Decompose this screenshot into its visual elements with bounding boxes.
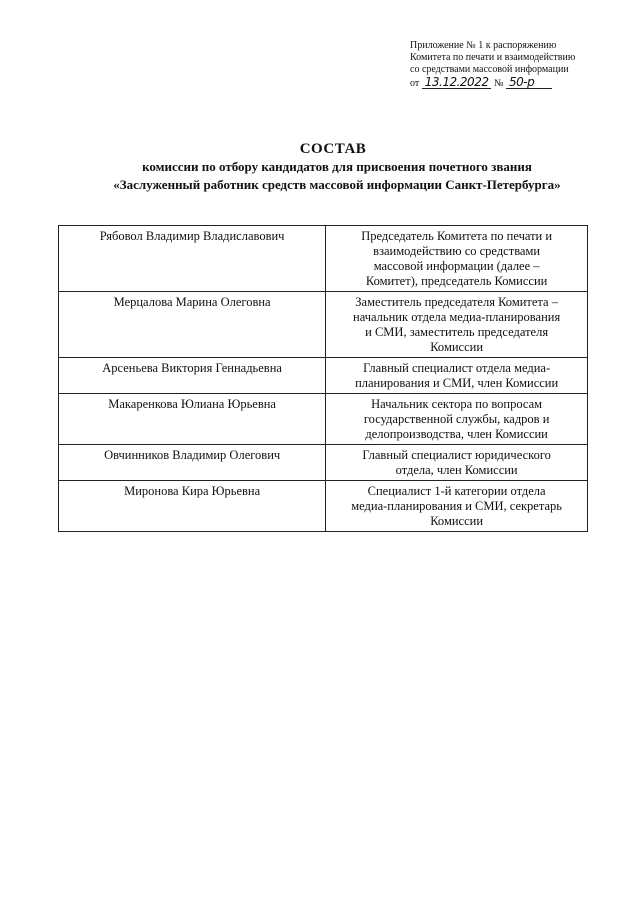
member-role-line: делопроизводства, член Комиссии <box>365 427 548 441</box>
appendix-line-1: Приложение № 1 к распоряжению <box>410 40 557 51</box>
appendix-line-3: со средствами массовой информации <box>410 64 569 75</box>
document-title-block <box>0 140 640 194</box>
appendix-date-line <box>410 77 610 90</box>
date-prefix: от <box>410 78 420 89</box>
member-role-line: Главный специалист отдела медиа- <box>363 361 551 375</box>
number-prefix: № <box>493 78 504 89</box>
table-row <box>59 226 588 292</box>
member-role <box>326 394 588 445</box>
member-role-line: Заместитель председателя Комитета – <box>355 295 558 309</box>
member-role-line: Комитет), председатель Комиссии <box>365 274 548 288</box>
member-name: Миронова Кира Юрьевна <box>59 481 326 532</box>
member-role-line: начальник отдела медиа-планирования <box>353 310 561 324</box>
member-role-line: взаимодействию со средствами <box>373 244 541 258</box>
member-role-line: Комиссии <box>430 340 484 354</box>
document-subtitle-1: комиссии по отбору кандидатов для присвоения почетного звания <box>142 159 532 174</box>
member-role-line: Главный специалист юридического <box>362 448 551 462</box>
member-name: Макаренкова Юлиана Юрьевна <box>59 394 326 445</box>
member-role-line: государственной службы, кадров и <box>363 412 550 426</box>
document-subtitle-2: «Заслуженный работник средств массовой информации Санкт-Петербурга» <box>113 177 561 192</box>
appendix-line-2: Комитета по печати и взаимодействию <box>410 52 576 63</box>
table-row <box>59 481 588 532</box>
handwritten-number: 50-р <box>506 77 552 89</box>
appendix-header <box>410 40 610 90</box>
member-role-line: Комиссии <box>430 514 484 528</box>
member-role <box>326 292 588 358</box>
table-row <box>59 358 588 394</box>
member-role-line: планирования и СМИ, член Комиссии <box>355 376 559 390</box>
member-role <box>326 226 588 292</box>
member-role <box>326 445 588 481</box>
member-name: Арсеньева Виктория Геннадьевна <box>59 358 326 394</box>
table-row <box>59 292 588 358</box>
member-role-line: медиа-планирования и СМИ, секретарь <box>351 499 562 513</box>
table-row <box>59 445 588 481</box>
member-role-line: Специалист 1-й категории отдела <box>367 484 546 498</box>
member-role-line: Начальник сектора по вопросам <box>371 397 543 411</box>
handwritten-date: 13.12.2022 <box>422 77 492 89</box>
member-name: Мерцалова Марина Олеговна <box>59 292 326 358</box>
member-role <box>326 481 588 532</box>
member-role-line: Председатель Комитета по печати и <box>361 229 553 243</box>
members-table-body <box>59 226 588 532</box>
member-role-line: отдела, член Комиссии <box>395 463 518 477</box>
table-row <box>59 394 588 445</box>
member-name: Овчинников Владимир Олегович <box>59 445 326 481</box>
member-role-line: и СМИ, заместитель председателя <box>365 325 549 339</box>
member-role <box>326 358 588 394</box>
member-role-line: массовой информации (далее – <box>373 259 540 273</box>
member-name: Рябовол Владимир Владиславович <box>59 226 326 292</box>
commission-members-table <box>58 225 588 532</box>
document-title: СОСТАВ <box>299 141 367 157</box>
